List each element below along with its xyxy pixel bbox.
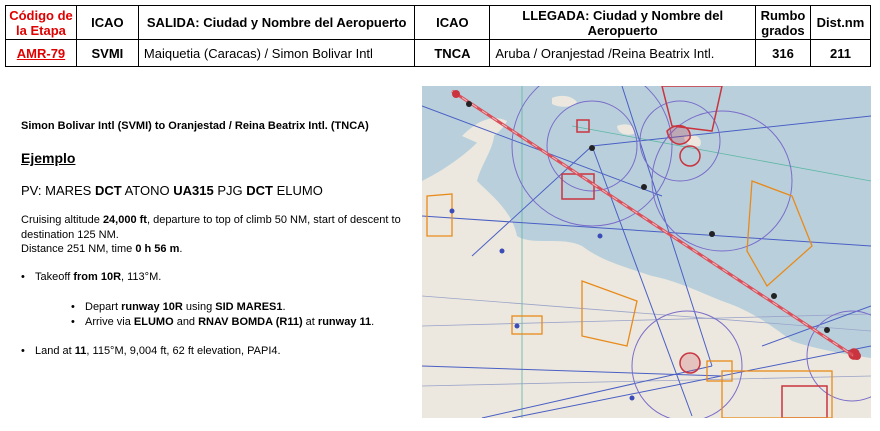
waypoint: ELUMO (276, 183, 323, 198)
list-item (71, 316, 374, 328)
route-map (422, 86, 871, 418)
header-icao-departure: ICAO (76, 6, 138, 40)
departure-icao: SVMI (76, 40, 138, 67)
distance-text: Distance 251 NM, time (21, 243, 136, 255)
bullet-icon: • (21, 271, 25, 283)
waypoint: PJG (217, 183, 243, 198)
header-icao-arrival: ICAO (415, 6, 490, 40)
waypoint: MARES (45, 183, 92, 198)
land-text: , 115°M, 9,004 ft, 62 ft elevation, PAPI4. (86, 345, 281, 357)
takeoff-text: , 113°M. (121, 271, 162, 283)
pv-label: PV: (21, 183, 42, 198)
list-item (21, 345, 281, 357)
cruise-text: Cruising altitude (21, 214, 103, 226)
arrive-text: Arrive via (85, 316, 134, 328)
flight-briefing (21, 120, 406, 357)
rnav-approach: RNAV BOMDA (R11) (198, 316, 303, 328)
route-title: Simon Bolivar Intl (SVMI) to Oranjestad / Reina Beatrix Intl. (TNCA) (21, 120, 369, 132)
sid-name: SID MARES1 (215, 301, 283, 313)
depart-runway: runway 10R (121, 301, 183, 313)
leg-code: AMR-79 (6, 40, 77, 67)
takeoff-runway: from 10R (73, 271, 122, 283)
depart-text: Depart (85, 301, 122, 313)
destination-airport-icon (853, 352, 861, 360)
list-item (71, 301, 286, 313)
bullet-icon: • (71, 301, 75, 313)
cruise-info (21, 213, 401, 257)
arrival-airport: Aruba / Oranjestad /Reina Beatrix Intl. (490, 40, 756, 67)
header-arrival: LLEGADA: Ciudad y Nombre del Aeropuerto (490, 6, 756, 40)
arrival-runway: runway 11 (317, 316, 372, 328)
header-heading: Rumbo grados (755, 6, 810, 40)
arrival-fix: ELUMO (133, 316, 174, 328)
table-row (6, 40, 871, 67)
list-item (21, 271, 161, 283)
cruise-text: , departure to top of climb 50 NM, start of descent to destination 125 NM. (21, 214, 401, 241)
land-text: Land at (35, 345, 75, 357)
arrive-text: and (173, 316, 199, 328)
bullet-icon: • (71, 316, 75, 328)
takeoff-text: Takeoff (35, 271, 74, 283)
depart-text: using (182, 301, 216, 313)
distance-text: . (179, 243, 183, 255)
direct-keyword: DCT (94, 183, 122, 198)
departure-airport: Maiquetia (Caracas) / Simon Bolivar Intl (138, 40, 415, 67)
heading-value: 316 (755, 40, 810, 67)
arrive-text: at (302, 316, 318, 328)
cruise-altitude: 24,000 ft (102, 214, 147, 226)
header-distance: Dist.nm (810, 6, 870, 40)
flight-time: 0 h 56 m (135, 243, 180, 255)
distance-value: 211 (810, 40, 870, 67)
origin-airport-icon (452, 90, 460, 98)
example-heading: Ejemplo (21, 150, 76, 166)
depart-text: . (282, 301, 286, 313)
header-code: Código de la Etapa (6, 6, 77, 40)
bullet-icon: • (21, 345, 25, 357)
arrive-text: . (371, 316, 375, 328)
flight-plan-route (21, 183, 323, 198)
header-departure: SALIDA: Ciudad y Nombre del Aeropuerto (138, 6, 415, 40)
airway: UA315 (173, 183, 214, 198)
table-header-row (6, 6, 871, 40)
waypoint: ATONO (124, 183, 170, 198)
arrival-icao: TNCA (415, 40, 490, 67)
aeronautical-chart (422, 86, 871, 418)
direct-keyword: DCT (246, 183, 273, 198)
leg-table (5, 5, 871, 67)
landing-runway: 11 (74, 345, 87, 357)
